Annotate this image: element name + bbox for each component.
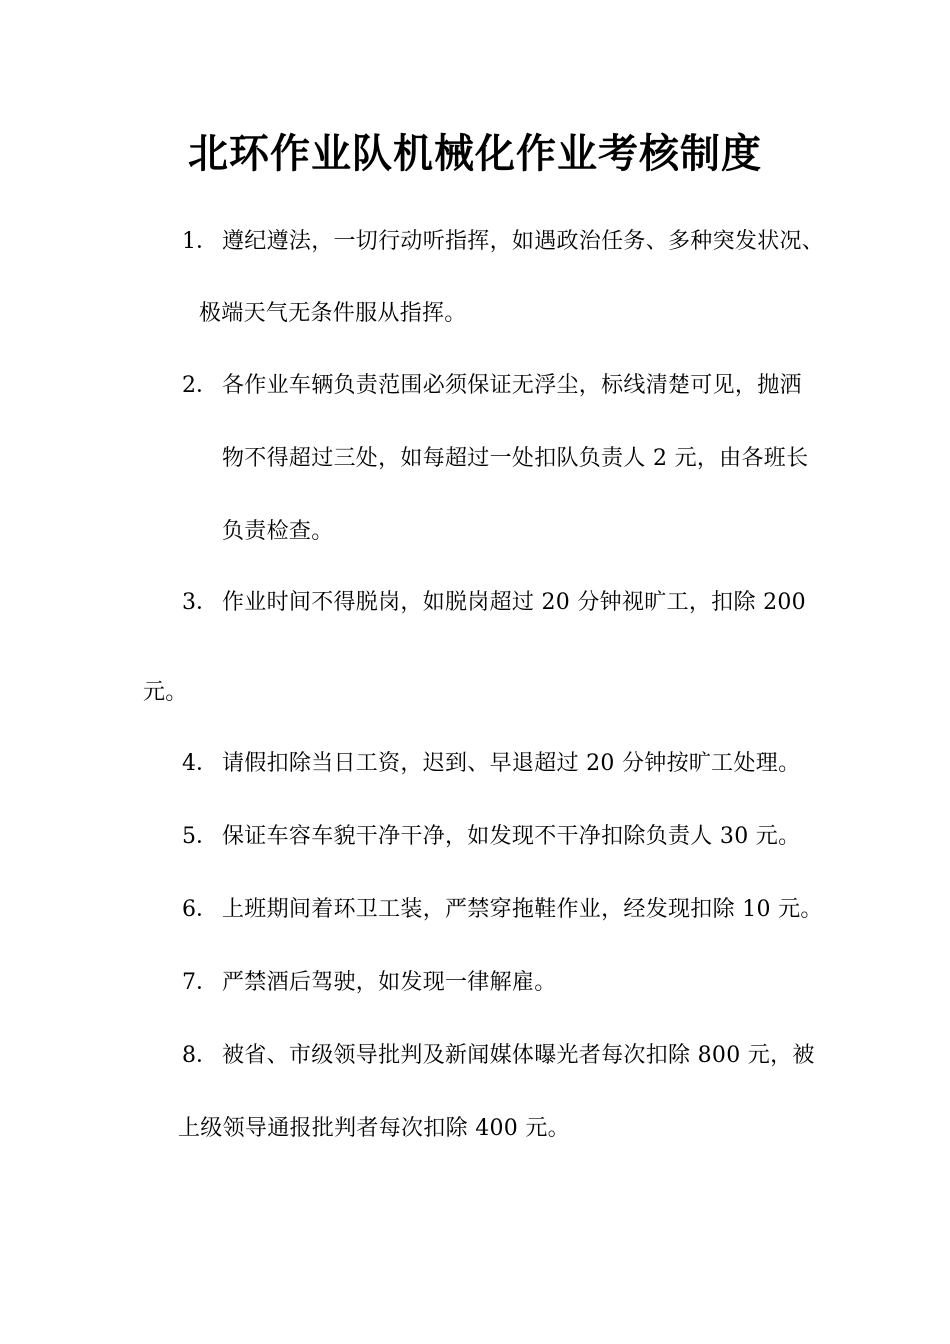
- item-3-line-2: 元。: [143, 680, 188, 705]
- item-6-number: 6．: [182, 897, 218, 922]
- item-1-line-2: 极端天气无条件服从指挥。: [199, 301, 467, 326]
- item-4-line-1: 请假扣除当日工资，迟到、早退超过 20 分钟按旷工处理。: [222, 751, 801, 776]
- item-8-line-1: 被省、市级领导批判及新闻媒体曝光者每次扣除 800 元，被: [222, 1043, 815, 1068]
- item-7-line-1: 严禁酒后驾驶，如发现一律解雇。: [222, 970, 557, 995]
- item-2-line-3: 负责检查。: [222, 519, 334, 544]
- item-3-line-1: 作业时间不得脱岗，如脱岗超过 20 分钟视旷工，扣除 200: [222, 590, 806, 615]
- item-4-number: 4．: [182, 751, 218, 776]
- item-8-number: 8．: [182, 1043, 218, 1068]
- item-1-line-1: 遵纪遵法，一切行动听指挥，如遇政治任务、多种突发状况、: [222, 229, 825, 254]
- item-2-line-2: 物不得超过三处，如每超过一处扣队负责人 2 元，由各班长: [222, 446, 809, 471]
- item-1-number: 1．: [182, 229, 218, 254]
- item-2-number: 2．: [182, 373, 218, 398]
- item-5-number: 5．: [182, 824, 218, 849]
- item-6-line-1: 上班期间着环卫工装，严禁穿拖鞋作业，经发现扣除 10 元。: [222, 897, 823, 922]
- item-8-line-2: 上级领导通报批判者每次扣除 400 元。: [178, 1116, 570, 1141]
- document-title: 北环作业队机械化作业考核制度: [188, 131, 762, 177]
- item-3-number: 3．: [182, 590, 218, 615]
- item-7-number: 7．: [182, 970, 218, 995]
- item-5-line-1: 保证车容车貌干净干净，如发现不干净扣除负责人 30 元。: [222, 824, 801, 849]
- item-2-line-1: 各作业车辆负责范围必须保证无浮尘，标线清楚可见，抛洒: [222, 373, 802, 398]
